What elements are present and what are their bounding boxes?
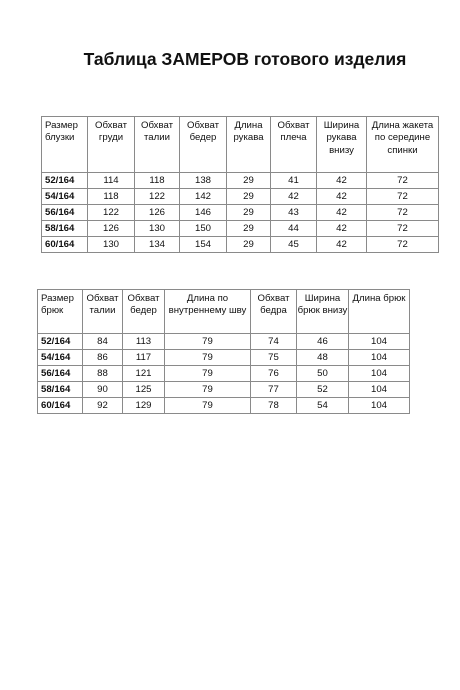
table-cell: 104 bbox=[349, 366, 410, 382]
table-cell: 41 bbox=[271, 173, 317, 189]
table-cell: 113 bbox=[123, 334, 165, 350]
size-cell: 56/164 bbox=[42, 205, 88, 221]
table-cell: 104 bbox=[349, 350, 410, 366]
table-cell: 134 bbox=[135, 237, 180, 253]
table-cell: 79 bbox=[165, 334, 251, 350]
column-header: Обхват плеча bbox=[271, 117, 317, 173]
table-cell: 78 bbox=[251, 398, 297, 414]
table-cell: 114 bbox=[88, 173, 135, 189]
table-row bbox=[42, 237, 439, 253]
table-cell: 29 bbox=[227, 189, 271, 205]
table-row bbox=[38, 334, 410, 350]
table-cell: 42 bbox=[317, 189, 367, 205]
table-cell: 54 bbox=[297, 398, 349, 414]
trousers-measurements-table bbox=[37, 289, 410, 414]
table-cell: 104 bbox=[349, 334, 410, 350]
table-cell: 77 bbox=[251, 382, 297, 398]
table-cell: 154 bbox=[180, 237, 227, 253]
table-cell: 72 bbox=[367, 221, 439, 237]
table-row bbox=[42, 205, 439, 221]
column-header: Размер брюк bbox=[38, 290, 83, 334]
column-header: Длина жакета по середине спинки bbox=[367, 117, 439, 173]
size-cell: 58/164 bbox=[42, 221, 88, 237]
table-cell: 79 bbox=[165, 382, 251, 398]
size-cell: 56/164 bbox=[38, 366, 83, 382]
table-cell: 42 bbox=[317, 237, 367, 253]
table-cell: 90 bbox=[83, 382, 123, 398]
table-row bbox=[38, 398, 410, 414]
table-cell: 46 bbox=[297, 334, 349, 350]
table-cell: 72 bbox=[367, 237, 439, 253]
table-cell: 79 bbox=[165, 398, 251, 414]
column-header: Обхват бедер bbox=[123, 290, 165, 334]
table-cell: 74 bbox=[251, 334, 297, 350]
table-cell: 142 bbox=[180, 189, 227, 205]
table-cell: 138 bbox=[180, 173, 227, 189]
table-cell: 146 bbox=[180, 205, 227, 221]
table-cell: 42 bbox=[317, 173, 367, 189]
table-cell: 29 bbox=[227, 173, 271, 189]
table-cell: 50 bbox=[297, 366, 349, 382]
table-cell: 129 bbox=[123, 398, 165, 414]
table-header-row bbox=[38, 290, 410, 334]
table-cell: 79 bbox=[165, 366, 251, 382]
size-cell: 52/164 bbox=[38, 334, 83, 350]
table-cell: 44 bbox=[271, 221, 317, 237]
table-cell: 117 bbox=[123, 350, 165, 366]
table-cell: 42 bbox=[317, 221, 367, 237]
table-row bbox=[42, 221, 439, 237]
table-cell: 48 bbox=[297, 350, 349, 366]
table-cell: 121 bbox=[123, 366, 165, 382]
table-cell: 72 bbox=[367, 189, 439, 205]
size-cell: 58/164 bbox=[38, 382, 83, 398]
table-cell: 42 bbox=[317, 205, 367, 221]
table-cell: 45 bbox=[271, 237, 317, 253]
table-row bbox=[42, 189, 439, 205]
table-cell: 43 bbox=[271, 205, 317, 221]
table-cell: 88 bbox=[83, 366, 123, 382]
table-cell: 29 bbox=[227, 237, 271, 253]
table-row bbox=[38, 350, 410, 366]
size-cell: 52/164 bbox=[42, 173, 88, 189]
column-header: Длина брюк bbox=[349, 290, 410, 334]
column-header: Обхват бедра bbox=[251, 290, 297, 334]
table-cell: 42 bbox=[271, 189, 317, 205]
table-cell: 130 bbox=[135, 221, 180, 237]
table-cell: 104 bbox=[349, 398, 410, 414]
table-cell: 118 bbox=[135, 173, 180, 189]
table-cell: 72 bbox=[367, 173, 439, 189]
column-header: Ширина брюк внизу bbox=[297, 290, 349, 334]
table-cell: 104 bbox=[349, 382, 410, 398]
table-header-row bbox=[42, 117, 439, 173]
column-header: Обхват талии bbox=[83, 290, 123, 334]
table-cell: 52 bbox=[297, 382, 349, 398]
size-cell: 54/164 bbox=[38, 350, 83, 366]
table-cell: 125 bbox=[123, 382, 165, 398]
column-header: Длина по внутреннему шву bbox=[165, 290, 251, 334]
table-cell: 72 bbox=[367, 205, 439, 221]
table-row bbox=[38, 366, 410, 382]
column-header: Обхват груди bbox=[88, 117, 135, 173]
table-cell: 86 bbox=[83, 350, 123, 366]
size-cell: 60/164 bbox=[38, 398, 83, 414]
size-cell: 60/164 bbox=[42, 237, 88, 253]
table-row bbox=[42, 173, 439, 189]
column-header: Размер блузки bbox=[42, 117, 88, 173]
column-header: Обхват талии bbox=[135, 117, 180, 173]
table-cell: 92 bbox=[83, 398, 123, 414]
column-header: Длина рукава bbox=[227, 117, 271, 173]
table-cell: 79 bbox=[165, 350, 251, 366]
blouse-measurements-table bbox=[41, 116, 439, 253]
page-title: Таблица ЗАМЕРОВ готового изделия bbox=[83, 49, 407, 69]
column-header: Ширина рукава внизу bbox=[317, 117, 367, 173]
table-cell: 130 bbox=[88, 237, 135, 253]
table-cell: 118 bbox=[88, 189, 135, 205]
table-cell: 75 bbox=[251, 350, 297, 366]
table-cell: 29 bbox=[227, 221, 271, 237]
table-cell: 126 bbox=[135, 205, 180, 221]
table-cell: 29 bbox=[227, 205, 271, 221]
table-cell: 122 bbox=[135, 189, 180, 205]
table-cell: 150 bbox=[180, 221, 227, 237]
table-row bbox=[38, 382, 410, 398]
table-cell: 84 bbox=[83, 334, 123, 350]
table-cell: 126 bbox=[88, 221, 135, 237]
table-cell: 122 bbox=[88, 205, 135, 221]
table-cell: 76 bbox=[251, 366, 297, 382]
size-cell: 54/164 bbox=[42, 189, 88, 205]
column-header: Обхват бедер bbox=[180, 117, 227, 173]
